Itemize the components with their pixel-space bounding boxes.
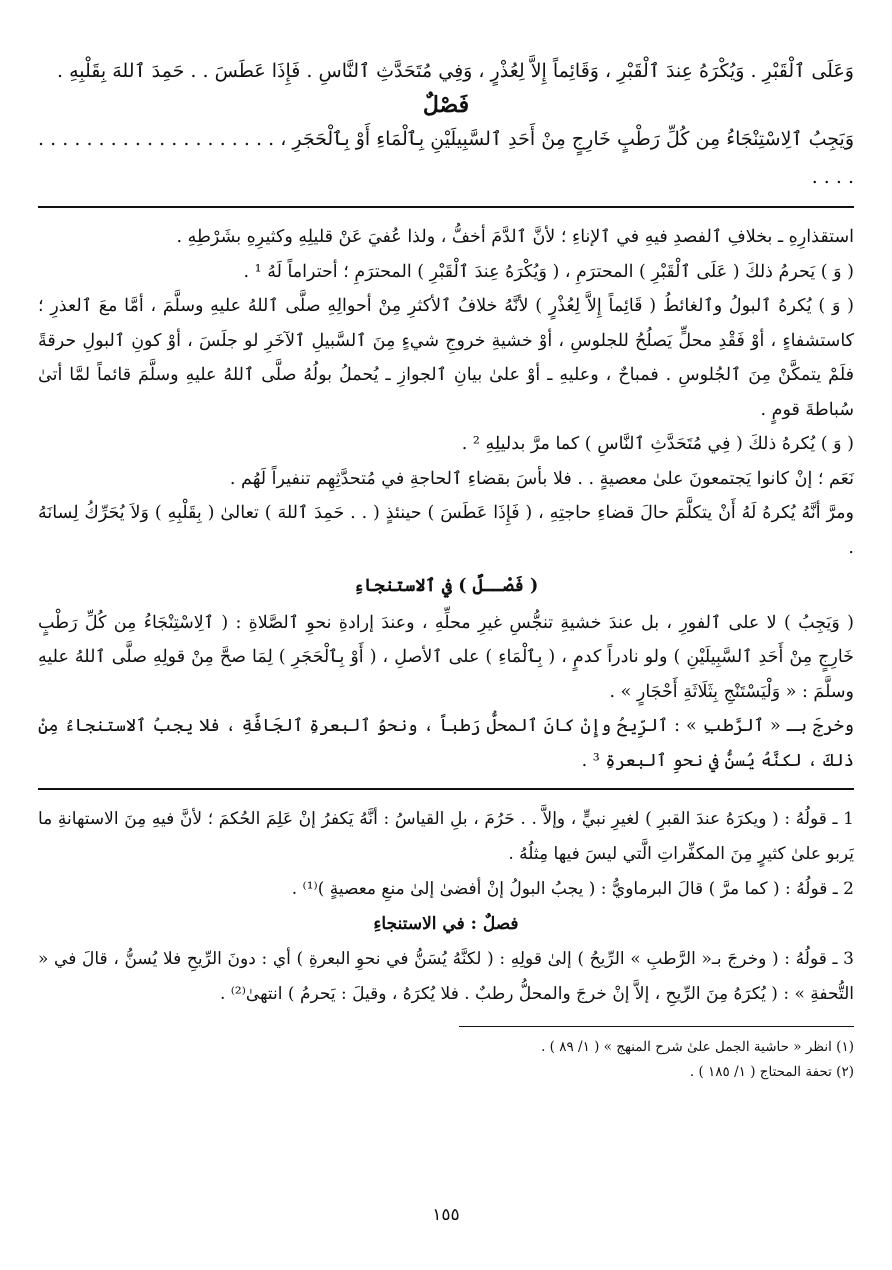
hashiya-note-1: 1 ـ قولُهُ : ( ويكرَهُ عندَ القبرِ ) لغيرِ نبيٍّ ، وإلاَّ . . حَرُمَ ، بلِ القياسُ : أنَّهُ يَكفرُ إنْ عَلِمَ الحُكمَ ؛ لأنَّ فيهِ مِنَ الاستهانةِ ما يَربو علىٰ كثيرٍ مِنَ المكفِّراتِ الَّتي ليسَ فيها مِثلُهُ . bbox=[38, 809, 854, 864]
hashiya-note-2: 2 ـ قولُهُ : ( كما مرَّ ) قالَ البرماويُّ : ( يجبُ البولُ إنْ أفضىٰ إلىٰ منعِ معصيةٍ )⁽¹⁾ . bbox=[291, 879, 854, 899]
sharh-block bbox=[38, 220, 854, 778]
sharh-paragraph-8: وخرجَ بـ « ٱلرَّطبِ » : ٱلرِّيحُ وإِنْ كانَ ٱلمحلُّ رَطباً ، ونحوُ ٱلبعرةِ ٱلجَافَّةِ ، فلا يجبُ ٱلاستنجاءُ مِنْ ذلكَ ، لكنَّهُ يُسنُّ في نحوِ ٱلبعرةِ ³ . bbox=[38, 716, 854, 771]
sharh-paragraph-7: ( وَيَجِبُ ) لا على ٱلفورِ ، بل عندَ خشيةِ تنجُّسِ غيرِ محلِّهِ ، وعندَ إرادةِ نحوِ ٱلصَّلاةِ : ( ٱلِاسْتِنْجَاءُ مِن كُلِّ رَطْبٍ خَارِجٍ مِنْ أَحَدِ ٱلسَّبِيلَيْنِ ) ولو نادراً كدمٍ ، ( بِٱلْمَاءِ ) على ٱلأصلِ ، ( أَوْ بِٱلْحَجَرِ ) لِمَا صحَّ مِنْ قولِهِ صلَّى ٱللهُ عليهِ وسلَّمَ : « وَلْيَسْتَنْجِ بِثَلَاثَةِ أَحْجَارٍ » . bbox=[38, 612, 854, 702]
sharh-paragraph-2: ( وَ ) يَحرمُ ذلكَ ( عَلَى ٱلْقَبْرِ ) المحترَمِ ، ( وَيُكْرَهُ عِندَ ٱلْقَبْرِ ) المحترَمِ ؛ أحتراماً لَهُ ¹ . bbox=[243, 261, 854, 282]
sharh-paragraph-6: ومرَّ أنَّهُ يُكرهُ لَهُ أَنْ يتكلَّمَ حالَ قضاءِ حاجتِهِ ، ( فَإِذَا عَطَسَ ) حينئذٍ ( . . حَمِدَ ٱللهَ ) تعالىٰ ( بِقَلْبِهِ ) وَلاَ يُحَرِّكُ لِسانَهُ . bbox=[38, 503, 854, 558]
sharh-section-heading: ( فَصْــلٌ ) في ٱلاستنجاءِ bbox=[353, 576, 539, 596]
footnote-divider bbox=[459, 1026, 854, 1027]
hashiya-section-heading: فصلٌ : في الاستنجاءِ bbox=[373, 914, 519, 934]
matn-section-heading: فَصْلٌ bbox=[422, 92, 470, 118]
footnote-2: (٢) تحفة المحتاج ( ١/ ١٨٥ ) . bbox=[689, 1064, 854, 1080]
matn-line-2: وَيَجِبُ ٱلِاسْتِنْجَاءُ مِن كُلِّ رَطْبٍ خَارِجٍ مِنْ أَحَدِ ٱلسَّبِيلَيْنِ بِٱلْمَاءِ أَوْ بِٱلْحَجَرِ ، . . . . . . . . . . . . . . . . . . . . . . . . bbox=[38, 128, 854, 188]
matn-line-1: وَعَلَى ٱلْقَبْرِ . وَيُكْرَهُ عِندَ ٱلْقَبْرِ ، وَقَائِماً إِلاَّ لِعُذْرٍ ، وَفِي مُتَحَدَّثِ ٱلنَّاسِ . فَإِذَا عَطَسَ . . حَمِدَ ٱللهَ بِقَلْبِهِ . bbox=[57, 60, 854, 82]
sharh-paragraph-5: نَعَم ؛ إنْ كانوا يَجتمعونَ علىٰ معصيةٍ . . فلا بأسَ بقضاءِ ٱلحاجةِ في مُتحدَّثِهِم تنفيراً لَهُم . bbox=[229, 468, 854, 489]
hashiya-note-3: 3 ـ قولُهُ : ( وخرجَ بـ« الرَّطبِ » الرِّيحُ ) إلىٰ قولِهِ : ( لكنَّهُ يُسَنُّ في نحوِ البعرةِ ) أي : دونَ الرِّيحِ فلا يُسنُّ ، قالَ في « التُّحفةِ » : ( يُكرَهُ مِنَ الرِّيحِ ، إلاَّ إنْ خرجَ والمحلُّ رطبٌ . فلا يُكرَهُ ، وقيلَ : يَحرمُ ) انتهىٰ⁽²⁾ . bbox=[38, 949, 854, 1004]
matn-block bbox=[38, 52, 854, 196]
hawashi-block bbox=[38, 802, 854, 1012]
sharh-paragraph-3: ( وَ ) يُكرهُ ٱلبولُ وٱلغائطُ ( قَائِماً إِلاَّ لِعُذْرٍ ) لأنَّهُ خلافُ ٱلأكثرِ مِنْ أحوالِهِ صلَّى ٱللهُ عليهِ وسلَّمَ ، أمَّا معَ ٱلعذرِ ؛ كاستشفاءٍ ، أوْ فَقْدِ محلٍّ يَصلُحُ للجلوسِ ، أوْ خشيةِ خروجِ شيءٍ مِنَ ٱلسَّبيلِ ٱلآخَرِ لو جلَسَ ، أوْ كونِ ٱلبولِ حرقةً فلَمْ يتمكَّنْ مِنَ ٱلجُلوسِ . فمباحٌ ، وعليهِ ـ أوْ علىٰ بيانِ ٱلجوازِ ـ يُحملُ بولُهُ صلَّى ٱللهُ عليهِ وسلَّمَ قائماً لمَّا أتىٰ سُباطةَ قومٍ . bbox=[38, 296, 854, 420]
footnotes-block bbox=[38, 1035, 854, 1085]
sharh-paragraph-4: ( وَ ) يُكرهُ ذلكَ ( فِي مُتَحَدَّثِ ٱلنَّاسِ ) كما مرَّ بدليلِهِ ² . bbox=[461, 434, 854, 454]
sharh-divider bbox=[38, 788, 854, 790]
footnote-1: (١) انظر « حاشية الجمل علىٰ شرح المنهج » ( ١/ ٨٩ ) . bbox=[541, 1039, 854, 1055]
sharh-paragraph-1: استقذارِهِ ـ بخلافِ ٱلفصدِ فيهِ في ٱلإناءِ ؛ لأنَّ ٱلدَّمَ أخفُّ ، ولذا عُفيَ عَنْ قليلِهِ وكثيرِهِ بشَرْطِهِ . bbox=[176, 227, 854, 247]
page-number: ١٥٥ bbox=[432, 1205, 460, 1225]
book-page bbox=[38, 52, 854, 1262]
matn-divider bbox=[38, 206, 854, 208]
